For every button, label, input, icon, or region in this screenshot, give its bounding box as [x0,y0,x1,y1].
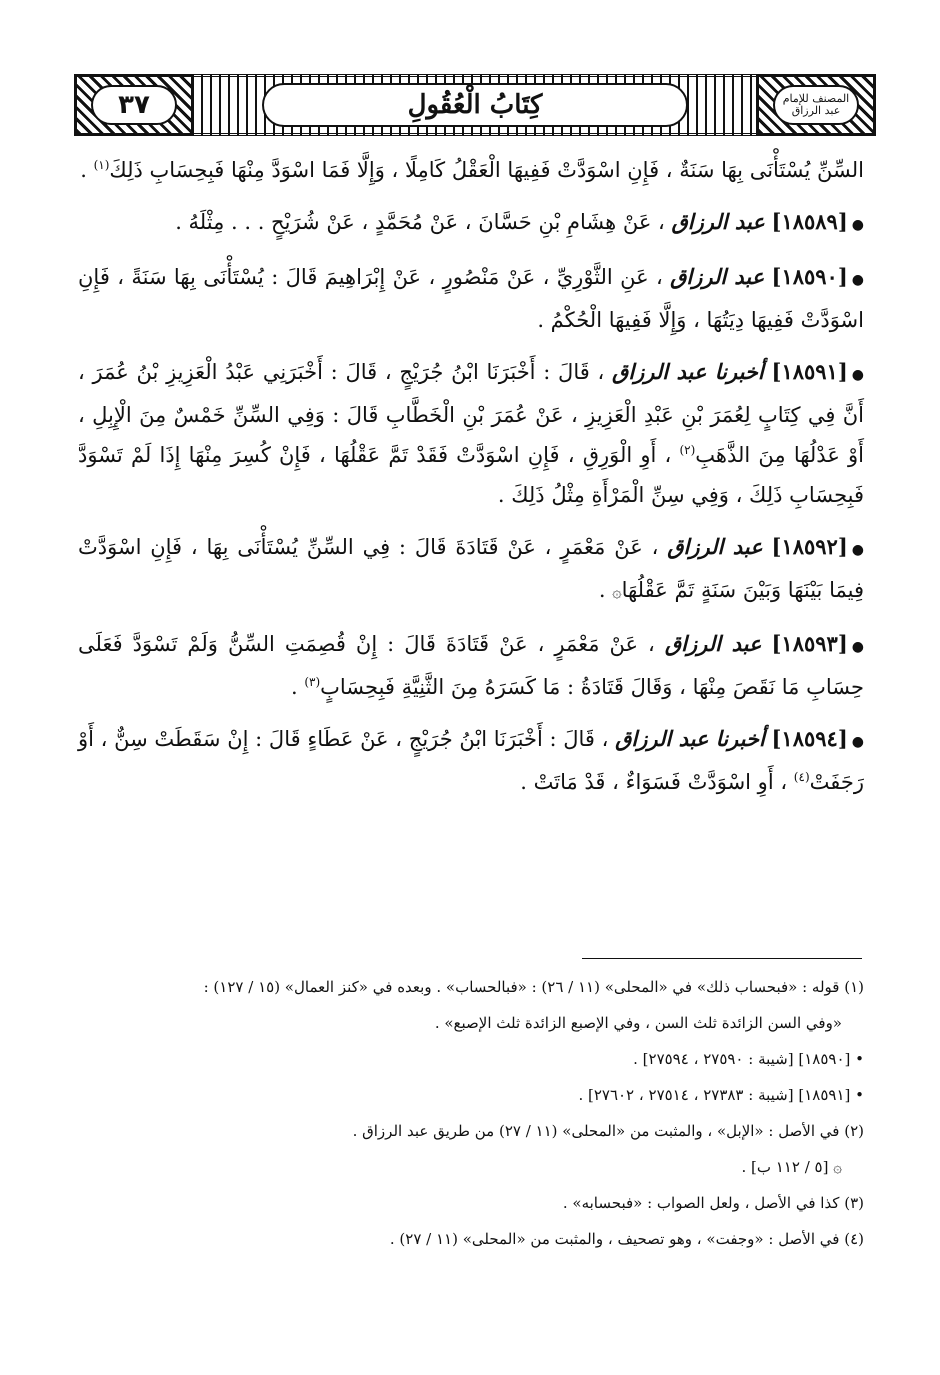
header-ornament [192,74,758,136]
narrator-label: أخبرنا عبد الرزاق [612,359,764,384]
page-number-frame [74,74,194,136]
hadith-text: ، عَنِ الثَّوْرِيِّ ، عَنْ مَنْصُورٍ ، عَنْ إِبْرَاهِيمَ قَالَ : يُسْتَأْنَى بِهَا سَنَةً ، فَإِنِ اسْوَدَّتْ فَفِيهَا دِيَتُهَا ، وَإِلَّا فَفِيهَا الْحُكْمُ . [78,265,864,332]
source-reference: • [١٨٥٩١] [شيبة : ٢٧٣٨٣ ، ٢٧٥١٤ ، ٢٧٦٠٢] . [578,1086,864,1104]
paragraph-text: السِّنِّ يُسْتَأْنَى بِهَا سَنَةٌ ، فَإِنِ اسْوَدَّتْ فَفِيهَا الْعَقْلُ كَامِلًا ، وَإِلَّا فَمَا اسْوَدَّ مِنْهَا فَبِحِسَابِ ذَلِكَ [109,158,864,182]
hadith-entry: ●[١٨٥٩٢] عبد الرزاق ، عَنْ مَعْمَرٍ ، عَنْ قَتَادَةَ قَالَ : فِي السِّنِّ يُسْتَأْنَى بِهَا ، فَإِنِ اسْوَدَّتْ فِيمَا بَيْنَهَا وَبَيْنَ سَنَةٍ تَمَّ عَقْلُهَا۞ . [78,527,864,612]
manuscript-leaf-note: ۞ [٥ / ١١٢ ب] . [741,1158,842,1176]
title-cartouche [262,83,688,127]
hadith-number: [١٨٥٩١] [771,359,848,384]
hadith-entry [78,352,864,515]
hadith-entry [78,257,864,340]
bullet-icon: ● [851,734,864,750]
running-title: كِتَابُ الْعُقُولِ [407,90,543,120]
hadith-text: ، عَنْ مَعْمَرٍ ، عَنْ قَتَادَةَ قَالَ : فِي السِّنِّ يُسْتَأْنَى بِهَا ، فَإِنِ اسْوَدَّتْ فِيمَا بَيْنَهَا وَبَيْنَ سَنَةٍ تَمَّ عَقْلُهَا [78,535,864,602]
narrator-label: عبد الرزاق [671,209,765,234]
hadith-entry [78,202,864,245]
hadith-number: [١٨٥٩٢] [771,534,848,559]
seal-frame [756,74,876,136]
footnote: (٣) كذا في الأصل ، ولعل الصواب : «فبحسابه» . [562,1194,864,1212]
page-header [74,74,876,136]
footnote-ref[interactable]: (٣) [304,675,321,689]
footnote-divider [582,958,862,959]
publisher-seal: المصنف للإمام عبد الرزاق [782,92,850,117]
hadith-text-cont: ، أَوِ اسْوَدَّتْ فَسَوَاءٌ ، قَدْ مَاتَتْ . [520,770,788,794]
footnote: (١) قوله : «فبحساب ذلك» في «المحلى» (١١ / ٢٦) : «فبالحساب» . وبعده في «كنز العمال» (١٥ / ١٢٧) : [203,978,864,996]
hadith-number: [١٨٥٨٩] [771,209,848,234]
narrator-label: عبد الرزاق [667,534,763,559]
hadith-text: ، قَالَ : أَخْبَرَنَا ابْنُ جُرَيْجٍ ، عَنْ عَطَاءٍ قَالَ : إِنْ سَقَطَتْ سِنٌّ ، أَوْ رَجَفَتْ [78,727,864,794]
bullet-icon: ● [851,367,864,383]
hadith-number: [١٨٥٩٤] [771,726,848,751]
footnote: (٤) في الأصل : «وجفت» ، وهو تصحيف ، والمثبت من «المحلى» (١١ / ٢٧) . [389,1230,864,1248]
hadith-text: ، عَنْ مَعْمَرٍ ، عَنْ قَتَادَةَ قَالَ : إِنْ قُصِمَتِ السِّنُّ وَلَمْ تَسْوَدَّ فَعَلَى حِسَابِ مَا نَقَصَ مِنْهَا ، وَقَالَ قَتَادَةُ : مَا كَسَرَهُ مِنَ الثَّنِيَّةِ فَبِحِسَابٍ [78,632,864,699]
footnote: (٢) في الأصل : «الإبل» ، والمثبت من «المحلى» (١١ / ٢٧) من طريق عبد الرزاق . [352,1122,864,1140]
narrator-label: عبد الرزاق [670,264,765,289]
footnotes [78,972,864,1260]
page-number: ٣٧ [118,90,150,120]
hadith-text: ، عَنْ هِشَامِ بْنِ حَسَّانَ ، عَنْ مُحَمَّدٍ ، عَنْ شُرَيْحٍ . . . مِثْلَهُ . [175,210,665,234]
narrator-label: أخبرنا عبد الرزاق [615,726,765,751]
hadith-text: ، قَالَ : أَخْبَرَنَا ابْنُ جُرَيْجٍ ، قَالَ : أَخْبَرَنِي عَبْدُ الْعَزِيزِ بْنُ عُمَرَ ، أَنَّ فِي كِتَابٍ لِعُمَرَ بْنِ عَبْدِ الْعَزِيزِ ، عَنْ عُمَرَ بْنِ الْخَطَّابِ قَالَ : وَفِي السِّنِّ خَمْسٌ مِنَ الْإِبِلِ ، أَوْ عَدْلُهَا مِنَ الذَّهَبِ [78,360,864,467]
continuation-paragraph: السِّنِّ يُسْتَأْنَى بِهَا سَنَةٌ ، فَإِنِ اسْوَدَّتْ فَفِيهَا الْعَقْلُ كَامِلًا ، وَإِلَّا فَمَا اسْوَدَّ مِنْهَا فَبِحِسَابِ ذَلِكَ$^{(١)}$ . [80,158,864,182]
bullet-icon: ● [851,639,864,655]
main-text [78,150,864,814]
footnote-ref[interactable]: (١) [93,158,110,172]
hadith-entry: ●[١٨٥٩٣] عبد الرزاق ، عَنْ مَعْمَرٍ ، عَنْ قَتَادَةَ قَالَ : إِنْ قُصِمَتِ السِّنُّ وَلَمْ تَسْوَدَّ فَعَلَى حِسَابِ مَا نَقَصَ مِنْهَا ، وَقَالَ قَتَادَةُ : مَا كَسَرَهُ مِنَ الثَّنِيَّةِ فَبِحِسَابٍ$^{(٣)}$ . [78,624,864,707]
hadith-text-cont: ، أَوِ الْوَرِقِ ، فَإِنِ اسْوَدَّتْ فَقَدْ تَمَّ عَقْلُهَا ، فَإِنْ كُسِرَ مِنْهَا إِذَا لَمْ تَسْوَدَّ فَبِحِسَابِ ذَلِكَ ، وَفِي سِنِّ الْمَرْأَةِ مِثْلُ ذَلِكَ . [78,443,864,507]
footnote-ref[interactable]: (٢) [679,443,696,457]
narrator-label: عبد الرزاق [664,631,762,656]
footnote-continuation: «وفي السن الزائدة ثلث السن ، وفي الإصبع الزائدة ثلث الإصبع» . [434,1014,842,1032]
source-reference: • [١٨٥٩٠] [شيبة : ٢٧٥٩٠ ، ٢٧٥٩٤] . [633,1050,864,1068]
bullet-icon: ● [851,272,864,288]
bullet-icon: ● [851,217,864,233]
hadith-number: [١٨٥٩٠] [771,264,848,289]
hadith-number: [١٨٥٩٣] [771,631,848,656]
footnote-ref[interactable]: (٤) [793,770,810,784]
bullet-icon: ● [851,542,864,558]
hadith-entry [78,719,864,802]
manuscript-leaf-mark-icon: ۞ [612,582,622,601]
